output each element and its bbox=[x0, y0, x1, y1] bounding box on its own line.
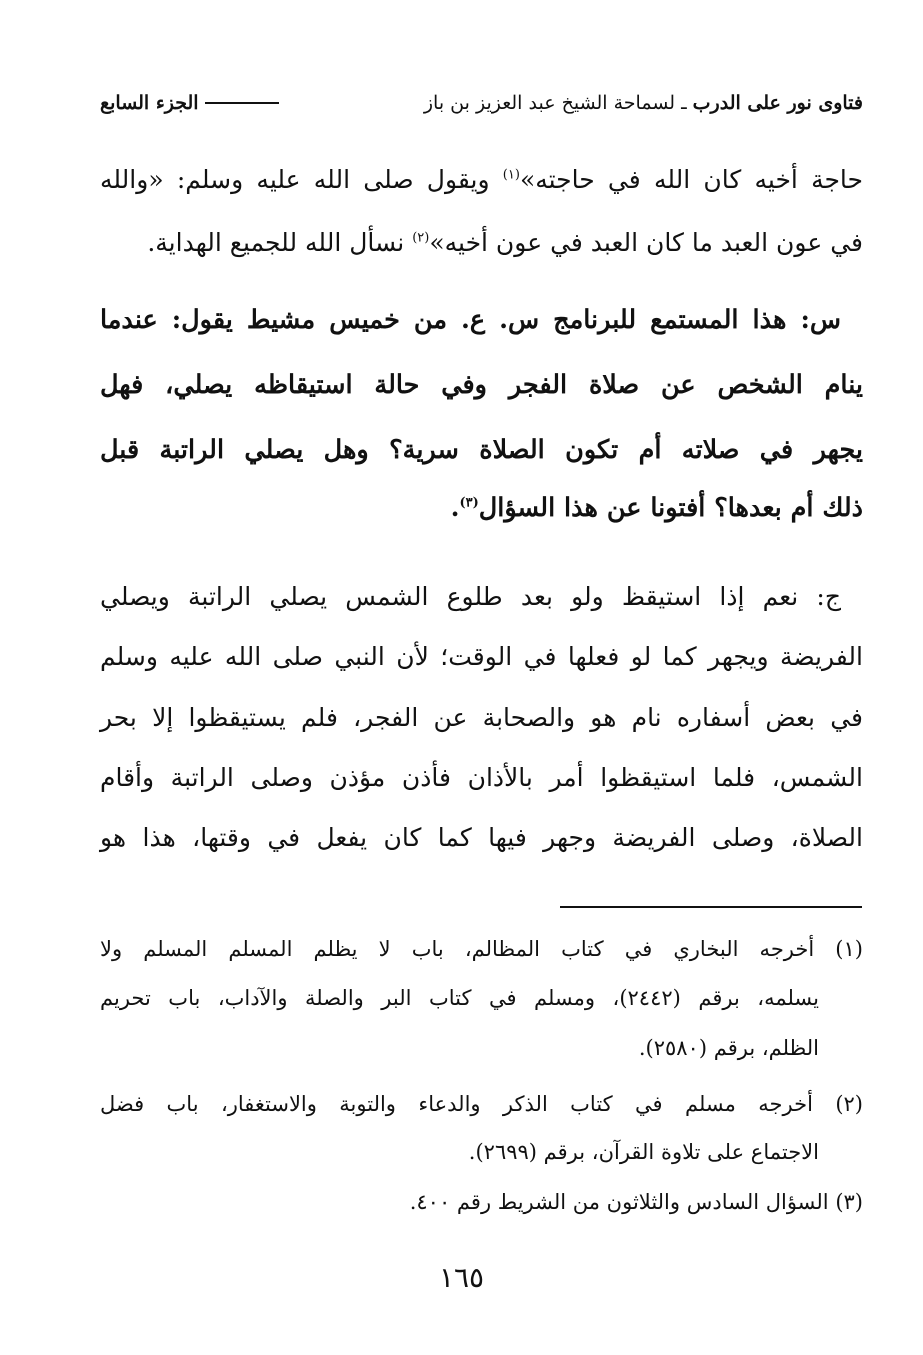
footnote-mark: (٣) bbox=[459, 495, 479, 511]
question-line: ينام الشخص عن صلاة الفجر وفي حالة استيقاظه يصلي، فهل bbox=[100, 370, 863, 400]
answer-line: ج: نعم إذا استيقظ ولو بعد طلوع الشمس يصلي الراتبة ويصلي bbox=[100, 582, 841, 611]
text-line bbox=[100, 150, 863, 210]
footnote-line: الظلم، برقم (٢٥٨٠). bbox=[638, 1036, 819, 1060]
footnote-mark: (١) bbox=[502, 167, 520, 183]
text-segment: ويقول صلى الله عليه وسلم: «والله bbox=[100, 165, 490, 194]
text-line bbox=[100, 213, 863, 273]
answer-line: الفريضة ويجهر كما لو فعلها في الوقت؛ لأن النبي صلى الله عليه وسلم bbox=[100, 642, 863, 671]
text-segment: ذلك أم بعدها؟ أفتونا عن هذا السؤال bbox=[478, 493, 863, 523]
author-name: لسماحة الشيخ عبد العزيز بن باز bbox=[423, 92, 676, 114]
text-segment: في عون العبد ما كان العبد في عون أخيه» bbox=[429, 228, 863, 257]
footnote-line: (١) أخرجه البخاري في كتاب المظالم، باب لا يظلم المسلم المسلم ولا bbox=[100, 937, 863, 961]
question-line bbox=[100, 478, 863, 538]
header-rule bbox=[205, 102, 279, 104]
header-dash: ـ bbox=[681, 92, 687, 114]
part-label: الجزء السابع bbox=[100, 92, 199, 114]
header-title-group bbox=[424, 92, 863, 114]
footnote-mark: (٢) bbox=[412, 230, 430, 246]
text-segment: حاجة أخيه كان الله في حاجته» bbox=[519, 165, 864, 194]
footnote-line: (٢) أخرجه مسلم في كتاب الذكر والدعاء والتوبة والاستغفار، باب فضل bbox=[100, 1092, 863, 1116]
book-title: فتاوى نور على الدرب bbox=[692, 92, 863, 114]
answer-line: الصلاة، وصلى الفريضة وجهر فيها كما كان يفعل في وقتها، هذا هو bbox=[100, 823, 863, 852]
answer-line: الشمس، فلما استيقظوا أمر بالأذان فأذن مؤذن وصلى الراتبة وأقام bbox=[100, 763, 863, 792]
footnote-separator bbox=[560, 906, 862, 908]
answer-line: في بعض أسفاره نام هو والصحابة عن الفجر، فلم يستيقظوا إلا بحر bbox=[100, 703, 863, 732]
text-segment: . bbox=[450, 493, 460, 523]
running-header bbox=[100, 88, 863, 118]
question-line: يجهر في صلاته أم تكون الصلاة سرية؟ وهل يصلي الراتبة قبل bbox=[100, 435, 863, 465]
footnote-line: يسلمه، برقم (٢٤٤٢)، ومسلم في كتاب البر والصلة والآداب، باب تحريم bbox=[100, 986, 820, 1010]
text-segment: نسأل الله للجميع الهداية. bbox=[147, 228, 405, 257]
page-number: ١٦٥ bbox=[438, 1261, 485, 1294]
footnote-line: الاجتماع على تلاوة القرآن، برقم (٢٦٩٩). bbox=[468, 1140, 819, 1164]
header-part bbox=[100, 92, 279, 114]
question-line: س: هذا المستمع للبرنامج س. ع. من خميس مشيط يقول: عندما bbox=[100, 305, 841, 335]
footnote-line: (٣) السؤال السادس والثلاثون من الشريط رقم ٤٠٠. bbox=[409, 1190, 863, 1214]
